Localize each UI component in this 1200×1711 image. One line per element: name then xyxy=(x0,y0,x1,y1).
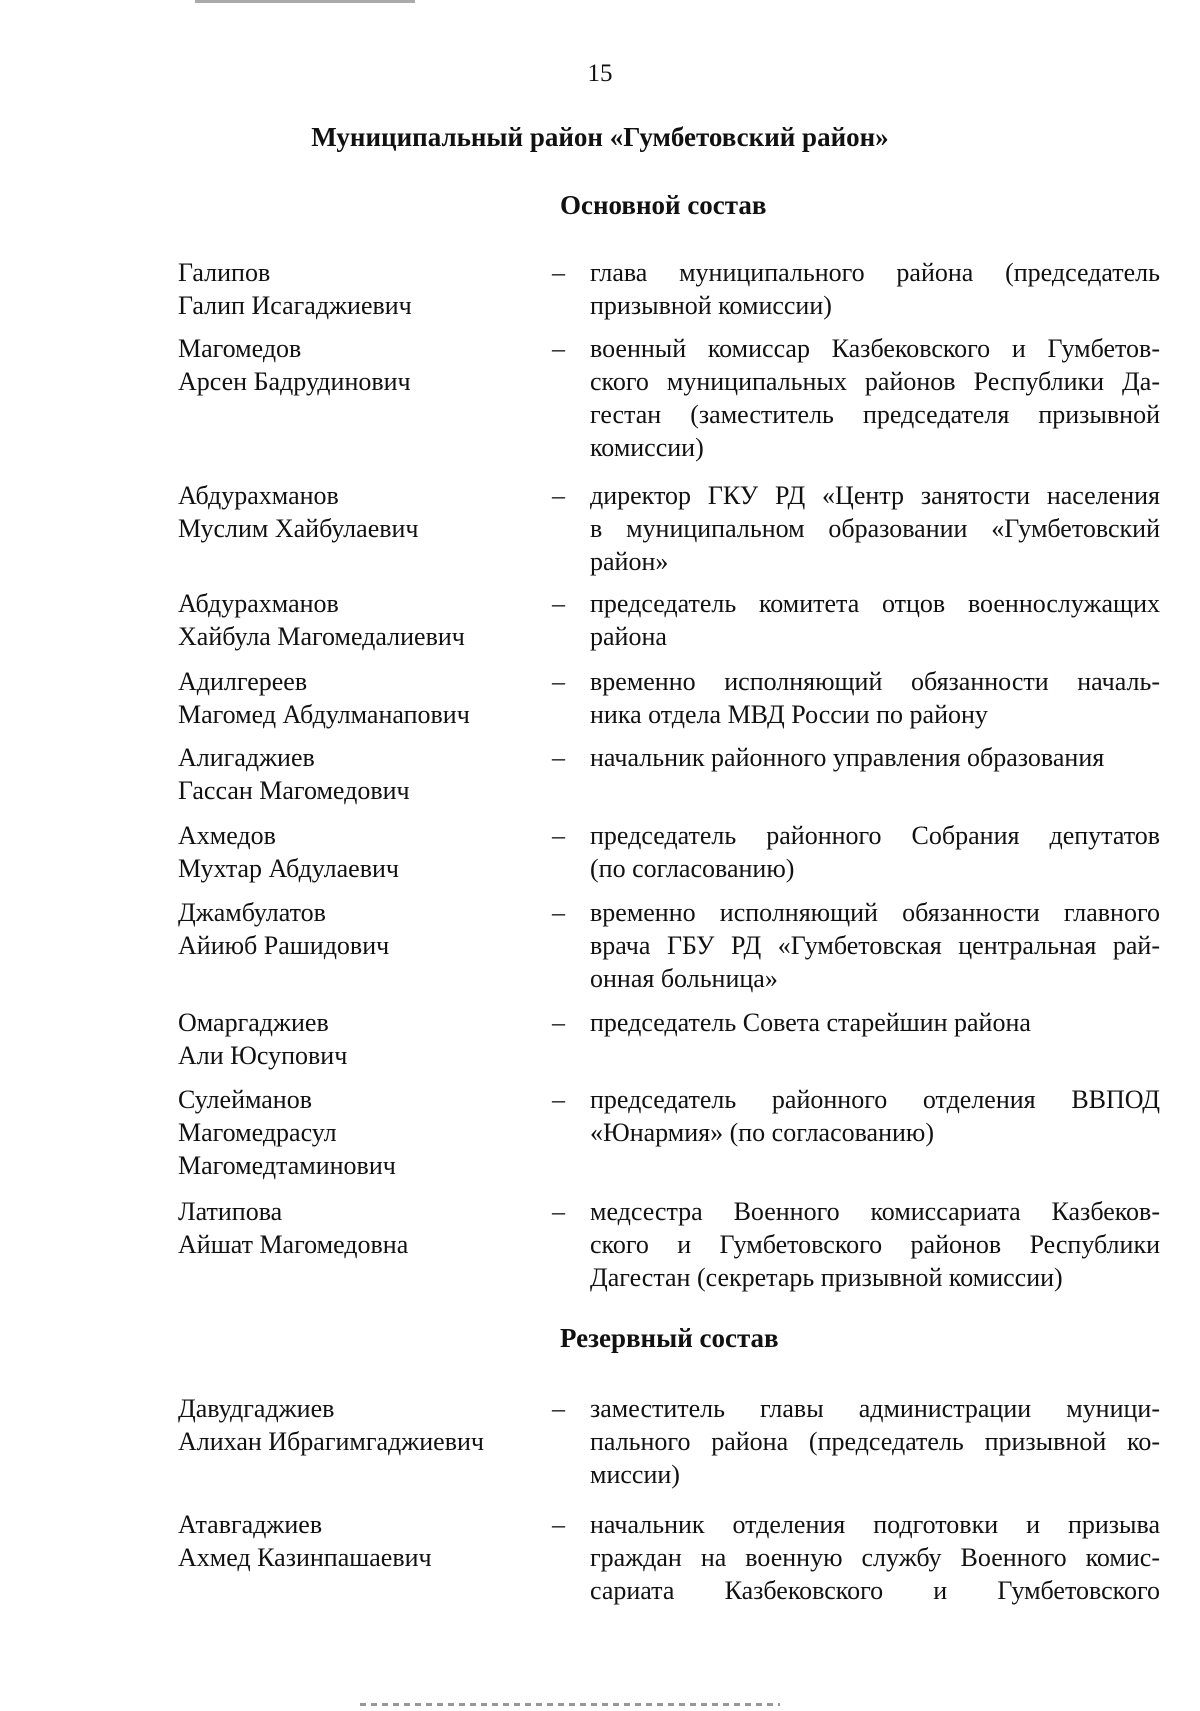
section-title-main: Основной состав xyxy=(560,190,767,220)
member-name xyxy=(178,741,538,807)
dash-separator: – xyxy=(552,258,565,287)
member-name xyxy=(178,1508,538,1574)
member-role-line: Дагестан (секретарь призывной комиссии) xyxy=(590,1263,1063,1292)
member-name xyxy=(178,1195,538,1261)
member-role-line: гестан (заместитель председателя призывной xyxy=(590,400,1160,429)
member-name-line: Сулейманов xyxy=(178,1085,312,1114)
member-role xyxy=(590,741,1160,774)
member-role-line: граждан на военную службу Военного комис- xyxy=(590,1543,1160,1572)
dash-separator: – xyxy=(552,334,565,363)
dash-separator: – xyxy=(552,667,565,696)
member-role-line: миссии) xyxy=(590,1460,680,1489)
member-role-line: начальник районного управления образования xyxy=(590,743,1105,772)
member-role-line: онная больница» xyxy=(590,964,778,993)
member-name-line: Мухтар Абдулаевич xyxy=(178,854,399,883)
dash-separator: – xyxy=(552,1394,565,1423)
member-name-line: Атавгаджиев xyxy=(178,1510,323,1539)
member-role-line: временно исполняющий обязанности началь- xyxy=(590,667,1160,696)
member-role-line: пального района (председатель призывной ко- xyxy=(590,1427,1160,1456)
member-name xyxy=(178,1006,538,1072)
member-name xyxy=(178,332,538,398)
dash-separator: – xyxy=(552,1085,565,1114)
dash-separator: – xyxy=(552,1197,565,1226)
member-role-line: врача ГБУ РД «Гумбетовская центральная рай- xyxy=(590,931,1160,960)
member-name-line: Абдурахманов xyxy=(178,481,339,510)
member-role-line: «Юнармия» (по согласованию) xyxy=(590,1118,935,1147)
member-name-line: Айиюб Рашидович xyxy=(178,931,390,960)
dash-separator: – xyxy=(552,898,565,927)
member-name xyxy=(178,587,538,653)
dash-separator: – xyxy=(552,821,565,850)
member-name-line: Али Юсупович xyxy=(178,1041,348,1070)
member-name-line: Абдурахманов xyxy=(178,589,339,618)
member-role-line: ского муниципальных районов Республики Да- xyxy=(590,367,1160,396)
member-role-line: ского и Гумбетовского районов Республики xyxy=(590,1230,1160,1259)
member-name-line: Муслим Хайбулаевич xyxy=(178,514,419,543)
member-name-line: Омаргаджиев xyxy=(178,1008,329,1037)
member-name-line: Магомедтаминович xyxy=(178,1151,396,1180)
member-role-line: (по согласованию) xyxy=(590,854,795,883)
member-name-line: Латипова xyxy=(178,1197,283,1226)
member-role xyxy=(590,896,1160,995)
member-role-line: в муниципальном образовании «Гумбетовский xyxy=(590,514,1160,543)
member-name-line: Айшат Магомедовна xyxy=(178,1230,409,1259)
member-name-line: Галип Исагаджиевич xyxy=(178,291,412,320)
member-role-line: района xyxy=(590,622,667,651)
member-name-line: Магомед Абдулманапович xyxy=(178,700,470,729)
member-role xyxy=(590,587,1160,653)
member-role-line: ника отдела МВД России по району xyxy=(590,700,988,729)
member-name-line: Гассан Магомедович xyxy=(178,776,410,805)
dash-separator: – xyxy=(552,589,565,618)
member-name-line: Ахмед Казинпашаевич xyxy=(178,1543,432,1572)
dash-separator: – xyxy=(552,1008,565,1037)
member-name-line: Хайбула Магомедалиевич xyxy=(178,622,465,651)
member-name xyxy=(178,479,538,545)
member-role xyxy=(590,332,1160,464)
member-name xyxy=(178,819,538,885)
member-role-line: комиссии) xyxy=(590,433,704,462)
member-role-line: директор ГКУ РД «Центр занятости населения xyxy=(590,481,1160,510)
member-role xyxy=(590,1392,1160,1491)
member-role-line: председатель Совета старейшин района xyxy=(590,1008,1031,1037)
member-name-line: Ахмедов xyxy=(178,821,276,850)
district-title: Муниципальный район «Гумбетовский район» xyxy=(311,122,889,152)
member-role-line: временно исполняющий обязанности главного xyxy=(590,898,1160,927)
member-name-line: Джамбулатов xyxy=(178,898,326,927)
member-role-line: военный комиссар Казбековского и Гумбетов- xyxy=(590,334,1160,363)
member-name-line: Алигаджиев xyxy=(178,743,315,772)
member-name-line: Магомедов xyxy=(178,334,302,363)
member-role-line: председатель районного Собрания депутатов xyxy=(590,821,1160,850)
member-role xyxy=(590,665,1160,731)
member-name xyxy=(178,1083,538,1182)
member-role xyxy=(590,819,1160,885)
dash-separator: – xyxy=(552,481,565,510)
member-name-line: Магомедрасул xyxy=(178,1118,337,1147)
member-name xyxy=(178,665,538,731)
member-name xyxy=(178,1392,538,1458)
member-name-line: Давудгаджиев xyxy=(178,1394,335,1423)
member-name-line: Арсен Бадрудинович xyxy=(178,367,411,396)
member-role xyxy=(590,1006,1160,1039)
member-name-line: Галипов xyxy=(178,258,271,287)
member-role-line: начальник отделения подготовки и призыва xyxy=(590,1510,1160,1539)
member-role xyxy=(590,1083,1160,1149)
member-role xyxy=(590,256,1160,322)
member-role xyxy=(590,1508,1160,1607)
section-title-reserve: Резервный состав xyxy=(560,1323,779,1353)
member-role-line: сариата Казбековского и Гумбетовского xyxy=(590,1576,1160,1605)
member-role-line: заместитель главы администрации муници- xyxy=(590,1394,1160,1423)
member-role xyxy=(590,1195,1160,1294)
member-role-line: председатель комитета отцов военнослужащих xyxy=(590,589,1160,618)
member-name xyxy=(178,896,538,962)
member-role xyxy=(590,479,1160,578)
member-name xyxy=(178,256,538,322)
scan-artifact-bottom xyxy=(360,1703,780,1706)
dash-separator: – xyxy=(552,1510,565,1539)
scan-artifact-top xyxy=(195,0,415,3)
member-role-line: председатель районного отделения ВВПОД xyxy=(590,1085,1160,1114)
member-role-line: район» xyxy=(590,547,669,576)
page-number: 15 xyxy=(587,60,613,87)
member-role-line: призывной комиссии) xyxy=(590,291,832,320)
member-name-line: Алихан Ибрагимгаджиевич xyxy=(178,1427,484,1456)
member-role-line: глава муниципального района (председатель xyxy=(590,258,1160,287)
dash-separator: – xyxy=(552,743,565,772)
member-name-line: Адилгереев xyxy=(178,667,308,696)
member-role-line: медсестра Военного комиссариата Казбеков- xyxy=(590,1197,1160,1226)
